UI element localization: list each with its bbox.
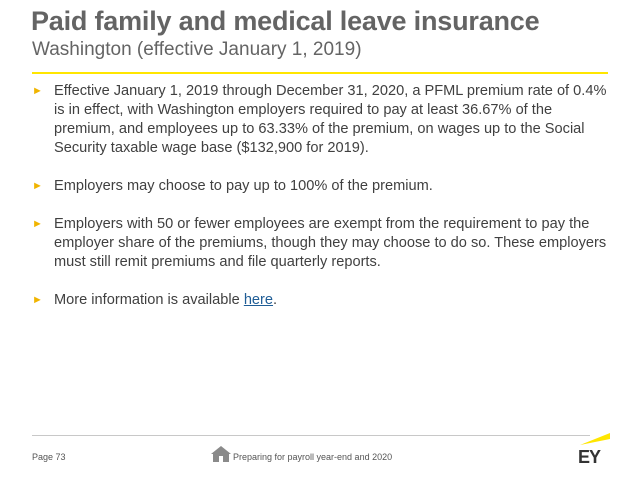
bullet-arrow-icon: ► bbox=[32, 85, 43, 97]
home-icon[interactable] bbox=[210, 445, 232, 463]
header-divider bbox=[32, 72, 608, 74]
bullet-item bbox=[32, 215, 612, 272]
bullet-item bbox=[32, 82, 612, 158]
footer-caption: Preparing for payroll year-end and 2020 bbox=[233, 452, 393, 462]
bullet-text: Effective January 1, 2019 through December 31, 2020, a PFML premium rate of 0.4% is in effect, with Washington employers required to pay at least 36.67% of the premium, and employees up to 63.33% of the premium, on wages up to the Social Security taxable wage base ($132,900 for 2019). bbox=[54, 83, 607, 156]
page-title: Paid family and medical leave insurance bbox=[31, 6, 540, 36]
bullet-item bbox=[32, 177, 612, 196]
bullet-text: Employers may choose to pay up to 100% of the premium. bbox=[54, 178, 433, 194]
bullet-text bbox=[54, 292, 277, 308]
bullet-text-suffix: . bbox=[273, 292, 278, 308]
bullet-text: Employers with 50 or fewer employees are exempt from the requirement to pay the employer share of the premiums, though they may choose to do so. These employers must still remit premiums and file quarterly reports. bbox=[54, 216, 607, 270]
more-info-link[interactable]: here bbox=[243, 292, 274, 308]
page-number: Page 73 bbox=[32, 452, 66, 462]
bullet-list bbox=[32, 82, 612, 329]
bullet-text-prefix: More information is available bbox=[54, 292, 244, 308]
bullet-arrow-icon: ► bbox=[32, 180, 43, 192]
footer-divider bbox=[32, 435, 590, 436]
bullet-arrow-icon: ► bbox=[32, 218, 43, 230]
bullet-item bbox=[32, 291, 612, 310]
bullet-arrow-icon: ► bbox=[32, 294, 43, 306]
page-subtitle: Washington (effective January 1, 2019) bbox=[32, 39, 362, 60]
ey-logo: EY bbox=[578, 447, 601, 467]
